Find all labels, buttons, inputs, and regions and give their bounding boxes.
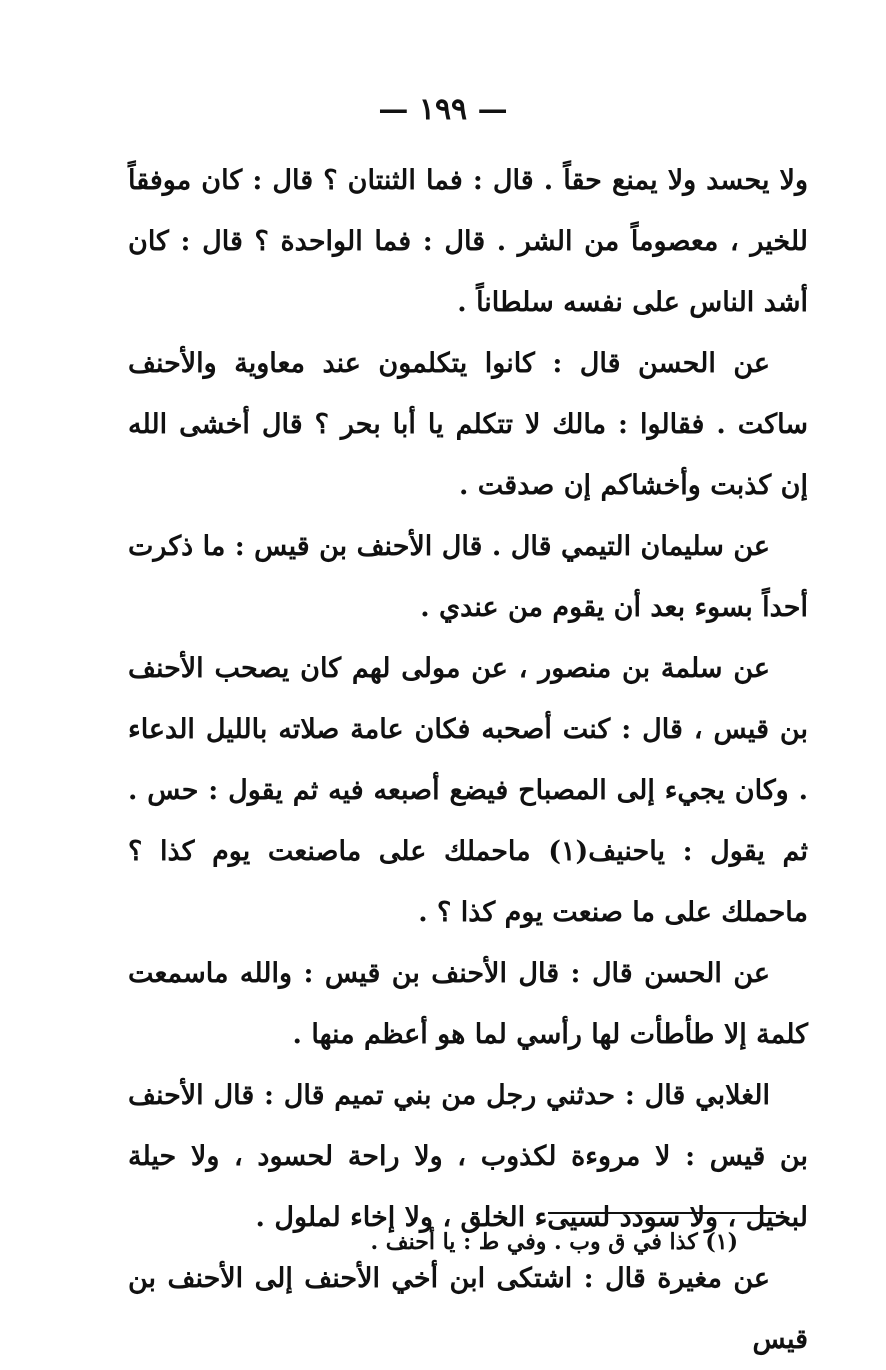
footnote: (١) كذا في ق وب . وفي ط : يا أحنف . — [370, 1229, 738, 1255]
paragraph-2: عن الحسن قال : كانوا يتكلمون عند معاوية والأحنف ساكت . فقالوا : مالك لا تتكلم يا أبا بحر ؟ قال أخشى الله إن كذبت وأخشاكم إن صدقت . — [128, 348, 808, 501]
page-number: — ١٩٩ — — [378, 92, 508, 127]
paragraph-7: عن مغيرة قال : اشتكى ابن أخي الأحنف إلى الأحنف بن قيس — [128, 1263, 808, 1355]
main-text — [128, 150, 808, 1370]
paragraph-4: عن سلمة بن منصور ، عن مولى لهم كان يصحب الأحنف بن قيس ، قال : كنت أصحبه فكان عامة صلاته بالليل الدعاء . وكان يجيء إلى المصباح فيضع أصبعه فيه ثم يقول : حس . ثم يقول : ياحنيف(١) ماحملك على ماصنعت يوم كذا ؟ ماحملك على ما صنعت يوم كذا ؟ . — [128, 653, 809, 928]
paragraph-3: عن سليمان التيمي قال . قال الأحنف بن قيس : ما ذكرت أحداً بسوء بعد أن يقوم من عندي . — [128, 531, 808, 623]
paragraph-1: ولا يحسد ولا يمنع حقاً . قال : فما الثنتان ؟ قال : كان موفقاً للخير ، معصوماً من الشر . قال : فما الواحدة ؟ قال : كان أشد الناس على نفسه سلطاناً . — [128, 165, 808, 318]
paragraph-6: الغلابي قال : حدثني رجل من بني تميم قال : قال الأحنف بن قيس : لا مروءة لكذوب ، ولا راحة لحسود ، ولا حيلة لبخيل ، ولا سودد لسيىء الخلق ، ولا إخاء لملول . — [128, 1080, 808, 1233]
paragraph-5: عن الحسن قال : قال الأحنف بن قيس : والله ماسمعت كلمة إلا طأطأت لها رأسي لما هو أعظم منها . — [128, 958, 808, 1050]
footnote-divider — [548, 1212, 776, 1214]
